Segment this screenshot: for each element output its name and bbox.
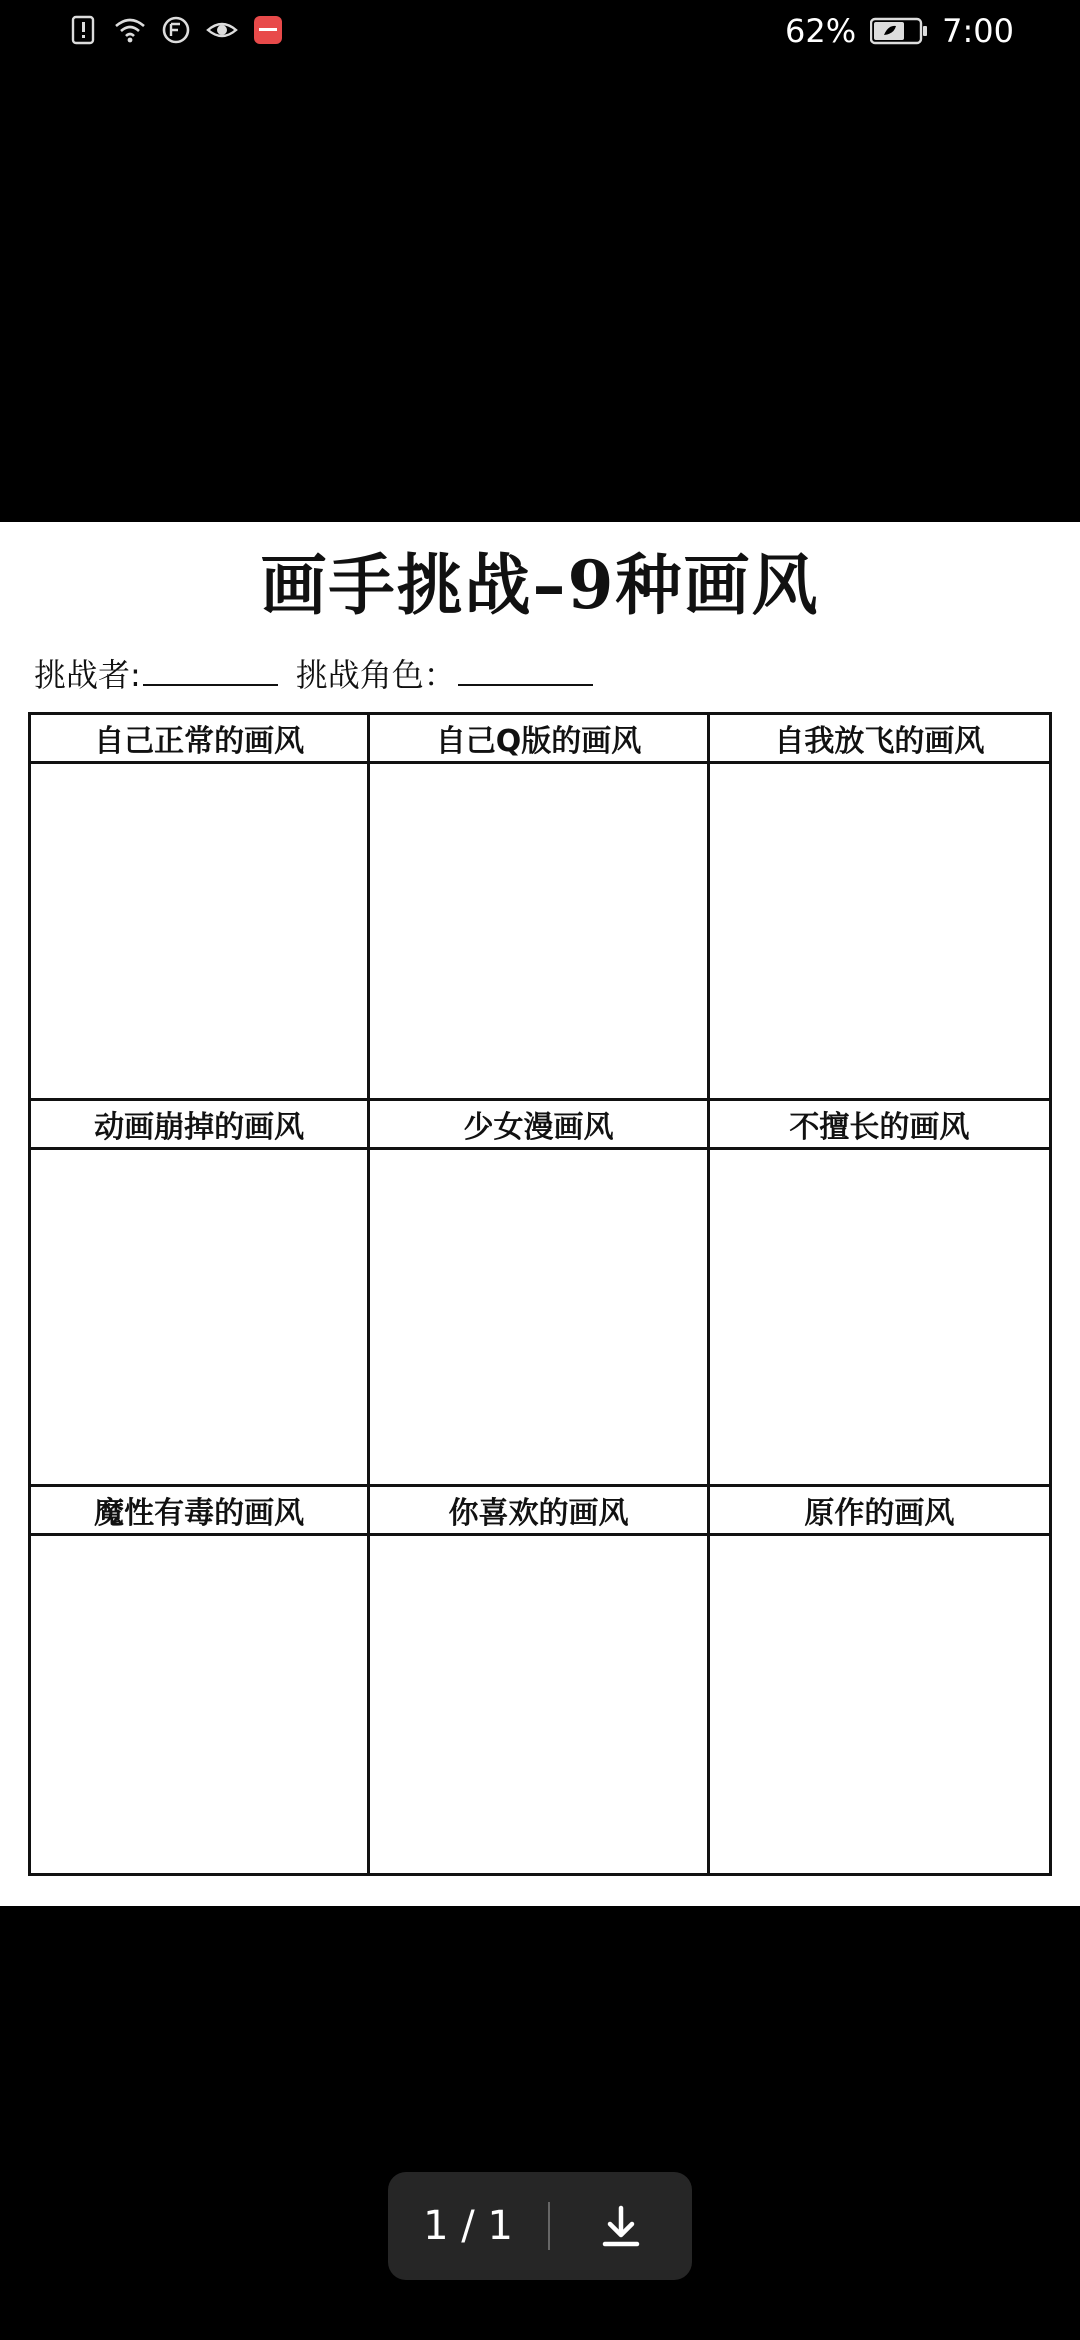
character-blank [458,658,593,686]
challenger-field [34,650,278,696]
data-saver-icon [160,14,192,46]
status-right [785,12,1014,50]
style-grid [28,712,1052,1876]
cell-label: 少女漫画风 [370,1101,706,1150]
cell-label: 动画崩掉的画风 [31,1101,367,1150]
alert-icon [68,14,100,46]
cell-label: 魔性有毒的画风 [31,1487,367,1536]
download-button[interactable] [550,2202,692,2250]
download-icon [597,2202,645,2250]
style-cell [370,1101,709,1487]
style-cell [710,1487,1049,1873]
challenger-blank [143,658,278,686]
eye-icon [206,14,238,46]
battery-percent: 62% [785,12,857,50]
worksheet-image[interactable] [0,522,1080,1906]
cell-label: 自己正常的画风 [31,715,367,764]
status-bar [0,0,1080,66]
style-cell [370,715,709,1101]
status-icons [68,14,284,46]
style-cell [31,1101,370,1487]
worksheet-title: 画手挑战–9种画风 [260,546,820,624]
cell-label: 你喜欢的画风 [370,1487,706,1536]
cell-label: 不擅长的画风 [710,1101,1049,1150]
page-indicator: 1 / 1 [423,2203,513,2249]
cell-label: 原作的画风 [710,1487,1049,1536]
app-notification-icon [252,14,284,46]
character-label: 挑战角色： [295,656,456,694]
wifi-icon [114,14,146,46]
cell-label: 自我放飞的画风 [710,715,1049,764]
style-cell [370,1487,709,1873]
worksheet-fields [34,650,593,696]
style-cell [710,715,1049,1101]
character-field [296,650,593,696]
clock: 7:00 [942,12,1014,50]
cell-label: 自己Q版的画风 [370,715,706,764]
style-cell [710,1101,1049,1487]
viewer-control-bar [388,2172,692,2280]
style-cell [31,1487,370,1873]
battery-icon [870,17,928,45]
style-cell [31,715,370,1101]
challenger-label: 挑战者: [34,656,141,694]
